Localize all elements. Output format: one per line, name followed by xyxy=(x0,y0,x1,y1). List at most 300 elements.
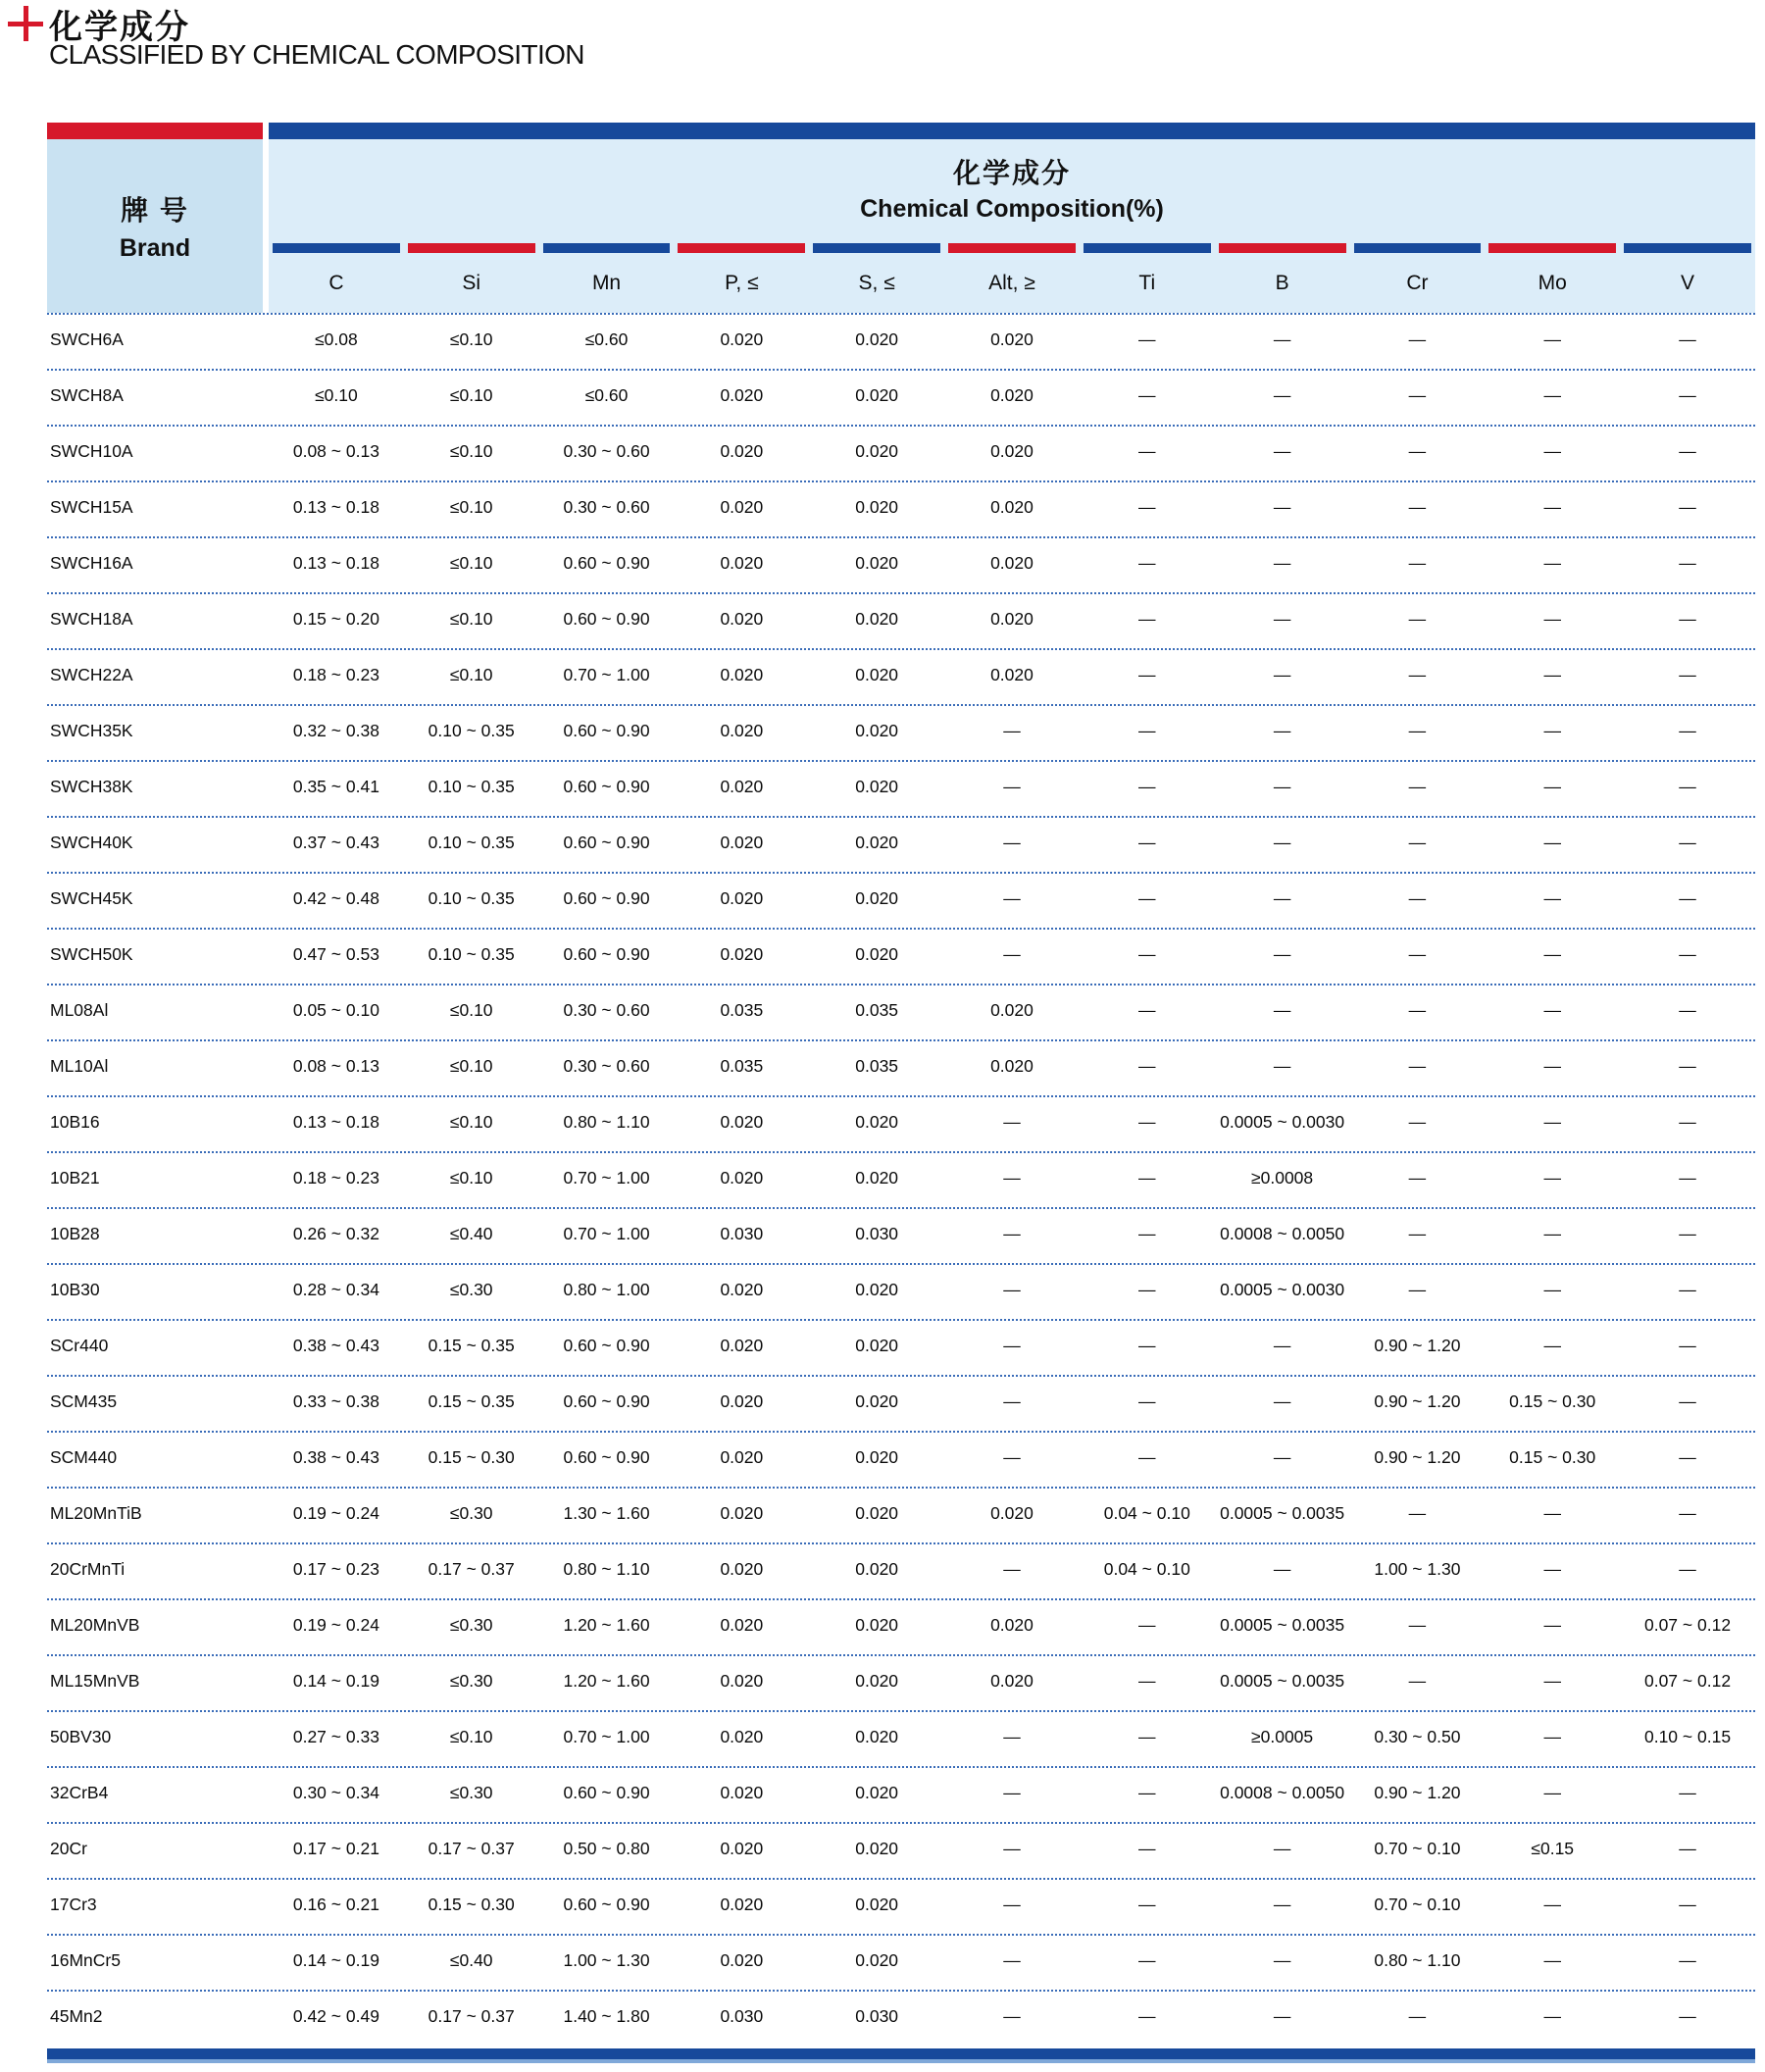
value-cell-cr: — xyxy=(1408,721,1427,740)
brand-cell: 45Mn2 xyxy=(50,2006,103,2026)
value-cell-ti: — xyxy=(1138,1280,1156,1299)
value-cell-alt: — xyxy=(1003,1224,1021,1243)
brand-cell: 16MnCr5 xyxy=(50,1950,121,1970)
composition-header-zh: 化学成分 xyxy=(952,158,1071,188)
value-cell-mo: — xyxy=(1543,1671,1561,1691)
value-cell-mo: — xyxy=(1543,1112,1561,1132)
value-cell-c: ≤0.08 xyxy=(315,329,358,349)
value-cell-p: 0.020 xyxy=(720,944,764,964)
value-cell-ti: — xyxy=(1138,1895,1156,1914)
value-cell-mo: — xyxy=(1543,1950,1561,1970)
value-cell-c: 0.17 ~ 0.21 xyxy=(292,1839,379,1858)
value-cell-s: 0.020 xyxy=(855,1671,899,1691)
value-cell-alt: 0.020 xyxy=(990,1615,1034,1635)
value-cell-mn: 0.30 ~ 0.60 xyxy=(563,441,650,461)
value-cell-alt: 0.020 xyxy=(990,609,1034,629)
value-cell-mo: — xyxy=(1543,944,1561,964)
value-cell-p: 0.020 xyxy=(720,888,764,908)
value-cell-cr: — xyxy=(1408,777,1427,796)
value-cell-mo: — xyxy=(1543,777,1561,796)
value-cell-si: ≤0.10 xyxy=(449,441,493,461)
value-cell-s: 0.020 xyxy=(855,385,899,405)
value-cell-mn: 0.60 ~ 0.90 xyxy=(563,944,650,964)
value-cell-c: 0.18 ~ 0.23 xyxy=(292,665,379,684)
plus-icon xyxy=(8,6,43,41)
value-cell-ti: — xyxy=(1138,1839,1156,1858)
value-cell-mn: 0.60 ~ 0.90 xyxy=(563,609,650,629)
value-cell-alt: — xyxy=(1003,1391,1021,1411)
value-cell-si: 0.10 ~ 0.35 xyxy=(428,888,515,908)
brand-cell: 10B28 xyxy=(50,1224,100,1243)
value-cell-v: — xyxy=(1679,721,1696,740)
value-cell-p: 0.035 xyxy=(720,1000,764,1020)
value-cell-b: — xyxy=(1273,1000,1291,1020)
value-cell-p: 0.020 xyxy=(720,441,764,461)
table-row xyxy=(47,760,1755,816)
value-cell-si: 0.10 ~ 0.35 xyxy=(428,721,515,740)
value-cell-cr: — xyxy=(1408,609,1427,629)
value-cell-cr: — xyxy=(1408,1280,1427,1299)
value-cell-mo: ≤0.15 xyxy=(1531,1839,1575,1858)
value-cell-cr: — xyxy=(1408,1168,1427,1188)
brand-cell: SCM435 xyxy=(50,1391,118,1411)
value-cell-mo: — xyxy=(1543,833,1561,852)
value-cell-alt: 0.020 xyxy=(990,1000,1034,1020)
value-cell-si: ≤0.10 xyxy=(449,1727,493,1746)
value-cell-mn: 0.60 ~ 0.90 xyxy=(563,1336,650,1355)
value-cell-si: 0.17 ~ 0.37 xyxy=(428,2006,515,2026)
value-cell-v: — xyxy=(1679,609,1696,629)
value-cell-v: — xyxy=(1679,944,1696,964)
value-cell-cr: 0.30 ~ 0.50 xyxy=(1374,1727,1461,1746)
value-cell-cr: — xyxy=(1408,1224,1427,1243)
value-cell-ti: — xyxy=(1138,497,1156,517)
value-cell-cr: — xyxy=(1408,441,1427,461)
value-cell-c: 0.27 ~ 0.33 xyxy=(292,1727,379,1746)
value-cell-v: — xyxy=(1679,1783,1696,1802)
table-row xyxy=(47,816,1755,872)
column-accent-bar-ti xyxy=(1084,243,1211,253)
value-cell-v: 0.07 ~ 0.12 xyxy=(1643,1615,1732,1635)
value-cell-ti: — xyxy=(1138,1783,1156,1802)
value-cell-v: — xyxy=(1679,1336,1696,1355)
brand-cell: 10B30 xyxy=(50,1280,100,1299)
value-cell-ti: — xyxy=(1138,1727,1156,1746)
value-cell-si: ≤0.30 xyxy=(449,1280,493,1299)
value-cell-mn: 0.60 ~ 0.90 xyxy=(563,888,650,908)
table-row xyxy=(47,648,1755,704)
table-row xyxy=(47,1263,1755,1319)
brand-cell: SWCH40K xyxy=(50,833,133,852)
brand-cell: SWCH15A xyxy=(50,497,133,517)
value-cell-p: 0.020 xyxy=(720,833,764,852)
value-cell-s: 0.020 xyxy=(855,497,899,517)
value-cell-alt: 0.020 xyxy=(990,497,1034,517)
value-cell-s: 0.020 xyxy=(855,721,899,740)
value-cell-alt: — xyxy=(1003,1559,1021,1579)
value-cell-si: 0.15 ~ 0.30 xyxy=(428,1895,515,1914)
value-cell-v: — xyxy=(1679,1391,1696,1411)
table-row xyxy=(47,1375,1755,1431)
value-cell-cr: 0.90 ~ 1.20 xyxy=(1374,1336,1461,1355)
table-row xyxy=(47,1151,1755,1207)
value-cell-mn: 1.30 ~ 1.60 xyxy=(563,1503,650,1523)
value-cell-ti: — xyxy=(1138,1615,1156,1635)
value-cell-ti: — xyxy=(1138,1168,1156,1188)
value-cell-ti: — xyxy=(1138,609,1156,629)
value-cell-s: 0.020 xyxy=(855,1950,899,1970)
value-cell-s: 0.020 xyxy=(855,609,899,629)
value-cell-si: ≤0.10 xyxy=(449,665,493,684)
table-row xyxy=(47,1598,1755,1654)
value-cell-mo: — xyxy=(1543,1559,1561,1579)
value-cell-p: 0.020 xyxy=(720,1559,764,1579)
value-cell-alt: — xyxy=(1003,1280,1021,1299)
table-body xyxy=(47,313,1755,2046)
value-cell-si: ≤0.10 xyxy=(449,329,493,349)
value-cell-cr: — xyxy=(1408,1056,1427,1076)
value-cell-ti: 0.04 ~ 0.10 xyxy=(1103,1559,1190,1579)
brand-cell: ML15MnVB xyxy=(50,1671,140,1691)
value-cell-c: ≤0.10 xyxy=(315,385,358,405)
column-accent-bar-c xyxy=(273,243,400,253)
value-cell-mn: 0.60 ~ 0.90 xyxy=(563,721,650,740)
value-cell-ti: — xyxy=(1138,1950,1156,1970)
table-row xyxy=(47,592,1755,648)
value-cell-v: — xyxy=(1679,1839,1696,1858)
value-cell-si: ≤0.10 xyxy=(449,497,493,517)
value-cell-ti: — xyxy=(1138,944,1156,964)
value-cell-alt: 0.020 xyxy=(990,553,1034,573)
column-header-mo: Mo xyxy=(1538,271,1567,294)
value-cell-v: — xyxy=(1679,1950,1696,1970)
value-cell-mn: 0.60 ~ 0.90 xyxy=(563,1447,650,1467)
value-cell-alt: 0.020 xyxy=(990,1671,1034,1691)
value-cell-mn: ≤0.60 xyxy=(584,329,629,349)
value-cell-si: ≤0.40 xyxy=(449,1224,493,1243)
value-cell-mn: 0.60 ~ 0.90 xyxy=(563,1895,650,1914)
table-row xyxy=(47,1878,1755,1934)
value-cell-c: 0.42 ~ 0.49 xyxy=(292,2006,379,2026)
column-accent-bar-alt xyxy=(948,243,1076,253)
column-header-p: P, ≤ xyxy=(725,271,759,294)
value-cell-mo: — xyxy=(1543,441,1561,461)
column-accent-bar-s xyxy=(813,243,940,253)
value-cell-mn: 1.20 ~ 1.60 xyxy=(563,1671,650,1691)
value-cell-c: 0.18 ~ 0.23 xyxy=(292,1168,379,1188)
column-header-v: V xyxy=(1681,271,1695,294)
value-cell-si: ≤0.40 xyxy=(449,1950,493,1970)
brand-cell: SCM440 xyxy=(50,1447,118,1467)
value-cell-cr: 0.70 ~ 0.10 xyxy=(1374,1895,1461,1914)
brand-cell: SWCH35K xyxy=(50,721,133,740)
value-cell-alt: — xyxy=(1003,2006,1021,2026)
value-cell-p: 0.020 xyxy=(720,497,764,517)
table-row xyxy=(47,872,1755,928)
value-cell-b: — xyxy=(1273,833,1291,852)
value-cell-mn: 0.30 ~ 0.60 xyxy=(563,1000,650,1020)
value-cell-s: 0.020 xyxy=(855,1391,899,1411)
value-cell-alt: — xyxy=(1003,1447,1021,1467)
value-cell-mn: 0.60 ~ 0.90 xyxy=(563,553,650,573)
value-cell-mn: 1.00 ~ 1.30 xyxy=(563,1950,650,1970)
value-cell-alt: — xyxy=(1003,721,1021,740)
value-cell-p: 0.020 xyxy=(720,1280,764,1299)
column-header-alt: Alt, ≥ xyxy=(988,271,1035,294)
value-cell-v: — xyxy=(1679,1056,1696,1076)
value-cell-c: 0.15 ~ 0.20 xyxy=(292,609,379,629)
column-header-cr: Cr xyxy=(1406,271,1429,294)
value-cell-p: 0.020 xyxy=(720,1783,764,1802)
value-cell-cr: 0.70 ~ 0.10 xyxy=(1374,1839,1461,1858)
value-cell-c: 0.33 ~ 0.38 xyxy=(292,1391,379,1411)
value-cell-p: 0.020 xyxy=(720,1895,764,1914)
value-cell-alt: — xyxy=(1003,777,1021,796)
value-cell-cr: — xyxy=(1408,833,1427,852)
table-row xyxy=(47,928,1755,984)
value-cell-s: 0.020 xyxy=(855,833,899,852)
value-cell-v: 0.10 ~ 0.15 xyxy=(1643,1727,1732,1746)
value-cell-ti: — xyxy=(1138,385,1156,405)
value-cell-c: 0.14 ~ 0.19 xyxy=(292,1671,379,1691)
brand-cell: SWCH22A xyxy=(50,665,133,684)
value-cell-mn: ≤0.60 xyxy=(584,385,629,405)
value-cell-v: — xyxy=(1679,497,1696,517)
value-cell-p: 0.020 xyxy=(720,1447,764,1467)
value-cell-b: — xyxy=(1273,888,1291,908)
value-cell-b: ≥0.0005 xyxy=(1251,1727,1314,1746)
value-cell-b: 0.0008 ~ 0.0050 xyxy=(1220,1783,1345,1802)
table-row xyxy=(47,1710,1755,1766)
value-cell-c: 0.13 ~ 0.18 xyxy=(292,553,379,573)
value-cell-mo: — xyxy=(1543,1280,1561,1299)
value-cell-p: 0.020 xyxy=(720,1615,764,1635)
value-cell-cr: — xyxy=(1408,1000,1427,1020)
table-row xyxy=(47,1207,1755,1263)
value-cell-v: — xyxy=(1679,1559,1696,1579)
value-cell-v: — xyxy=(1679,385,1696,405)
value-cell-ti: — xyxy=(1138,329,1156,349)
value-cell-c: 0.08 ~ 0.13 xyxy=(292,441,379,461)
value-cell-alt: 0.020 xyxy=(990,329,1034,349)
page-title-en: CLASSIFIED BY CHEMICAL COMPOSITION xyxy=(49,39,584,70)
value-cell-v: — xyxy=(1679,2006,1696,2026)
value-cell-alt: 0.020 xyxy=(990,1056,1034,1076)
value-cell-v: — xyxy=(1679,777,1696,796)
value-cell-v: — xyxy=(1679,833,1696,852)
value-cell-si: 0.15 ~ 0.30 xyxy=(428,1447,515,1467)
value-cell-mo: — xyxy=(1543,1000,1561,1020)
brand-accent-bar xyxy=(47,123,263,139)
value-cell-cr: 1.00 ~ 1.30 xyxy=(1374,1559,1461,1579)
value-cell-mo: — xyxy=(1543,553,1561,573)
value-cell-cr: 0.90 ~ 1.20 xyxy=(1374,1391,1461,1411)
value-cell-si: 0.17 ~ 0.37 xyxy=(428,1559,515,1579)
value-cell-alt: — xyxy=(1003,1950,1021,1970)
value-cell-ti: — xyxy=(1138,777,1156,796)
value-cell-v: — xyxy=(1679,1503,1696,1523)
value-cell-b: — xyxy=(1273,721,1291,740)
value-cell-si: ≤0.10 xyxy=(449,1056,493,1076)
brand-cell: ML08Al xyxy=(50,1000,109,1020)
value-cell-c: 0.14 ~ 0.19 xyxy=(292,1950,379,1970)
brand-cell: 32CrB4 xyxy=(50,1783,109,1802)
value-cell-mn: 0.60 ~ 0.90 xyxy=(563,1783,650,1802)
value-cell-mo: 0.15 ~ 0.30 xyxy=(1509,1447,1596,1467)
brand-cell: SWCH8A xyxy=(50,385,124,405)
value-cell-v: — xyxy=(1679,888,1696,908)
value-cell-mo: — xyxy=(1543,1727,1561,1746)
column-accent-bar-v xyxy=(1624,243,1751,253)
value-cell-cr: — xyxy=(1408,1671,1427,1691)
table-row xyxy=(47,1039,1755,1095)
brand-cell: 50BV30 xyxy=(50,1727,112,1746)
value-cell-p: 0.020 xyxy=(720,1839,764,1858)
value-cell-mo: — xyxy=(1543,665,1561,684)
table-row xyxy=(47,1095,1755,1151)
value-cell-mo: — xyxy=(1543,1336,1561,1355)
value-cell-s: 0.020 xyxy=(855,777,899,796)
column-header-s: S, ≤ xyxy=(858,271,895,294)
brand-cell: SWCH10A xyxy=(50,441,133,461)
value-cell-v: — xyxy=(1679,665,1696,684)
value-cell-mo: 0.15 ~ 0.30 xyxy=(1509,1391,1596,1411)
value-cell-s: 0.035 xyxy=(855,1056,899,1076)
value-cell-c: 0.37 ~ 0.43 xyxy=(292,833,379,852)
value-cell-mn: 0.70 ~ 1.00 xyxy=(563,665,650,684)
value-cell-v: — xyxy=(1679,1168,1696,1188)
value-cell-c: 0.13 ~ 0.18 xyxy=(292,1112,379,1132)
brand-cell: 10B16 xyxy=(50,1112,100,1132)
value-cell-c: 0.08 ~ 0.13 xyxy=(292,1056,379,1076)
value-cell-c: 0.19 ~ 0.24 xyxy=(292,1503,379,1523)
value-cell-s: 0.020 xyxy=(855,1895,899,1914)
value-cell-p: 0.030 xyxy=(720,1224,764,1243)
brand-cell: SWCH16A xyxy=(50,553,133,573)
value-cell-b: — xyxy=(1273,441,1291,461)
value-cell-s: 0.020 xyxy=(855,1839,899,1858)
value-cell-p: 0.020 xyxy=(720,665,764,684)
value-cell-cr: — xyxy=(1408,385,1427,405)
value-cell-si: ≤0.10 xyxy=(449,1168,493,1188)
value-cell-v: — xyxy=(1679,553,1696,573)
column-header-mn: Mn xyxy=(591,271,622,294)
value-cell-s: 0.020 xyxy=(855,1615,899,1635)
value-cell-mo: — xyxy=(1543,1168,1561,1188)
value-cell-cr: — xyxy=(1408,329,1427,349)
brand-header-zh: 牌 号 xyxy=(121,195,189,226)
value-cell-c: 0.19 ~ 0.24 xyxy=(292,1615,379,1635)
value-cell-si: ≤0.30 xyxy=(449,1783,493,1802)
brand-cell: ML20MnTiB xyxy=(50,1503,142,1523)
value-cell-b: 0.0005 ~ 0.0035 xyxy=(1220,1503,1345,1523)
value-cell-si: ≤0.30 xyxy=(449,1503,493,1523)
column-header-c: C xyxy=(328,271,344,294)
value-cell-mo: — xyxy=(1543,888,1561,908)
value-cell-ti: — xyxy=(1138,1056,1156,1076)
value-cell-mo: — xyxy=(1543,1895,1561,1914)
value-cell-ti: — xyxy=(1138,1391,1156,1411)
value-cell-mn: 0.80 ~ 1.00 xyxy=(563,1280,650,1299)
value-cell-b: — xyxy=(1273,609,1291,629)
value-cell-mn: 1.20 ~ 1.60 xyxy=(563,1615,650,1635)
value-cell-s: 0.020 xyxy=(855,1336,899,1355)
value-cell-v: — xyxy=(1679,1447,1696,1467)
value-cell-alt: — xyxy=(1003,1336,1021,1355)
value-cell-mn: 0.60 ~ 0.90 xyxy=(563,833,650,852)
brand-cell: SCr440 xyxy=(50,1336,109,1355)
value-cell-alt: — xyxy=(1003,944,1021,964)
value-cell-b: 0.0005 ~ 0.0035 xyxy=(1220,1671,1345,1691)
value-cell-cr: — xyxy=(1408,1503,1427,1523)
value-cell-s: 0.020 xyxy=(855,1280,899,1299)
value-cell-s: 0.020 xyxy=(855,1112,899,1132)
value-cell-mn: 0.80 ~ 1.10 xyxy=(563,1559,650,1579)
value-cell-p: 0.020 xyxy=(720,553,764,573)
value-cell-alt: — xyxy=(1003,1895,1021,1914)
value-cell-mn: 0.60 ~ 0.90 xyxy=(563,777,650,796)
value-cell-mn: 0.70 ~ 1.00 xyxy=(563,1224,650,1243)
value-cell-si: 0.15 ~ 0.35 xyxy=(428,1391,515,1411)
value-cell-b: ≥0.0008 xyxy=(1251,1168,1314,1188)
value-cell-s: 0.020 xyxy=(855,1503,899,1523)
column-accent-bar-cr xyxy=(1354,243,1482,253)
table-row xyxy=(47,1990,1755,2046)
value-cell-v: — xyxy=(1679,1895,1696,1914)
brand-cell: SWCH38K xyxy=(50,777,133,796)
value-cell-c: 0.38 ~ 0.43 xyxy=(292,1336,379,1355)
value-cell-si: ≤0.30 xyxy=(449,1671,493,1691)
value-cell-b: — xyxy=(1273,1950,1291,1970)
composition-group-header xyxy=(269,139,1755,313)
table-row xyxy=(47,1934,1755,1990)
brand-cell: ML10Al xyxy=(50,1056,109,1076)
value-cell-cr: — xyxy=(1408,1615,1427,1635)
value-cell-b: — xyxy=(1273,1391,1291,1411)
brand-cell: SWCH6A xyxy=(50,329,124,349)
value-cell-s: 0.030 xyxy=(855,1224,899,1243)
value-cell-ti: — xyxy=(1138,721,1156,740)
brand-header-en: Brand xyxy=(119,234,191,262)
value-cell-alt: — xyxy=(1003,1839,1021,1858)
value-cell-c: 0.42 ~ 0.48 xyxy=(292,888,379,908)
table-row xyxy=(47,1654,1755,1710)
value-cell-c: 0.16 ~ 0.21 xyxy=(292,1895,379,1914)
value-cell-b: — xyxy=(1273,329,1291,349)
value-cell-b: 0.0005 ~ 0.0035 xyxy=(1220,1615,1345,1635)
column-accent-bar-mn xyxy=(543,243,671,253)
value-cell-c: 0.26 ~ 0.32 xyxy=(292,1224,379,1243)
value-cell-v: — xyxy=(1679,441,1696,461)
brand-cell: 20CrMnTi xyxy=(50,1559,126,1579)
value-cell-p: 0.020 xyxy=(720,777,764,796)
table-row xyxy=(47,536,1755,592)
value-cell-si: ≤0.10 xyxy=(449,553,493,573)
value-cell-c: 0.13 ~ 0.18 xyxy=(292,497,379,517)
value-cell-c: 0.05 ~ 0.10 xyxy=(292,1000,379,1020)
value-cell-b: — xyxy=(1273,1336,1291,1355)
value-cell-ti: — xyxy=(1138,888,1156,908)
value-cell-b: — xyxy=(1273,777,1291,796)
value-cell-alt: — xyxy=(1003,1112,1021,1132)
brand-column-header xyxy=(47,139,263,313)
value-cell-ti: 0.04 ~ 0.10 xyxy=(1103,1503,1190,1523)
value-cell-si: ≤0.10 xyxy=(449,1112,493,1132)
column-header-ti: Ti xyxy=(1138,271,1156,294)
value-cell-mo: — xyxy=(1543,1615,1561,1635)
table-row xyxy=(47,425,1755,480)
value-cell-s: 0.020 xyxy=(855,1447,899,1467)
